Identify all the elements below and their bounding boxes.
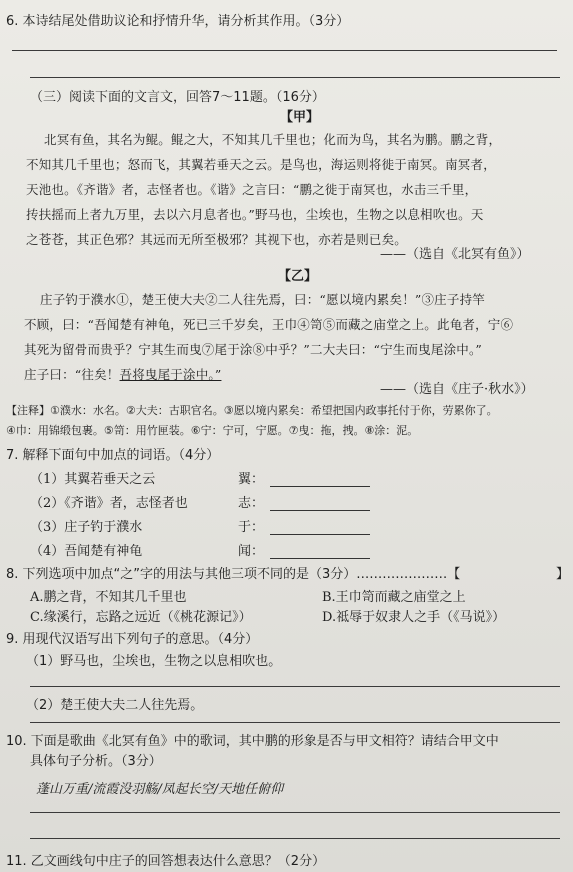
q7-word: 闻： xyxy=(238,544,265,559)
question-11: 11. 乙文画线句中庄子的回答想表达什么意思？（2分） xyxy=(6,854,326,869)
passage-yi-source: ——（选自《庄子·秋水》） xyxy=(380,382,534,397)
passage-jia-line: 不知其几千里也；怒而飞，其翼若垂天之云。是鸟也，海运则将徙于南冥。南冥者， xyxy=(26,157,496,172)
passage-jia-line: 之苍苍，其正色邪？其远而无所至极邪？其视下也，亦若是则已矣。 xyxy=(26,232,408,247)
question-7: 7. 解释下面句中加点的词语。（4分） xyxy=(6,448,220,463)
answer-line xyxy=(30,77,560,78)
q7-answer xyxy=(238,492,370,511)
q7-blank[interactable] xyxy=(270,546,370,559)
q7-answer xyxy=(238,516,370,535)
passage-jia-line: 天池也。《齐谐》者，志怪者也。《谐》之言曰：“鹏之徙于南冥也，水击三千里， xyxy=(26,182,478,197)
passage-yi-line: 庄子钓于濮水①，楚王使大夫②二人往先焉，曰：“愿以境内累矣！”③庄子持竿 xyxy=(40,292,485,307)
answer-line xyxy=(30,838,560,839)
notes-line: ④巾：用锦缎包裹。⑤笥：用竹匣装。⑥宁：宁可，宁愿。⑦曳：拖，拽。⑧涂：泥。 xyxy=(6,424,419,437)
notes-line: 【注释】①濮水：水名。②大夫：古职官名。③愿以境内累矣：希望把国内政事托付于你，劳累你了。 xyxy=(6,404,498,417)
q7-blank[interactable] xyxy=(270,522,370,535)
underlined-sentence: 吾将曳尾于涂中。” xyxy=(119,367,222,382)
answer-line xyxy=(12,50,557,51)
q7-word: 志： xyxy=(238,496,265,511)
q7-item: （3）庄子钓于濮水 xyxy=(30,520,143,535)
answer-line xyxy=(30,722,560,723)
q9-sentence-1: （1）野马也，尘埃也，生物之以息相吹也。 xyxy=(26,654,282,669)
q8-bracket-close: 】 xyxy=(556,567,570,582)
passage-yi-heading: 【乙】 xyxy=(278,269,318,284)
passage-jia-heading: 【甲】 xyxy=(280,110,320,125)
q7-blank[interactable] xyxy=(270,498,370,511)
passage-yi-line xyxy=(24,365,221,383)
q8-option-a[interactable]: A.鹏之背，不知其几千里也 xyxy=(30,590,187,605)
q7-word: 于： xyxy=(238,520,265,535)
passage-yi-line-text: 庄子曰：“往矣！ xyxy=(24,367,120,382)
passage-jia-line: 北冥有鱼，其名为鲲。鲲之大，不知其几千里也；化而为鸟，其名为鹏。鹏之背， xyxy=(44,132,502,147)
passage-yi-line: 不顾，曰：“吾闻楚有神龟，死已三千岁矣，王巾④笥⑤而藏之庙堂之上。此龟者，宁⑥ xyxy=(24,317,514,332)
q7-item: （2）《齐谐》者，志怪者也 xyxy=(30,496,188,511)
passage-yi-line: 其死为留骨而贵乎？宁其生而曳⑦尾于涂⑧中乎？”二大夫曰：“宁生而曳尾涂中。” xyxy=(24,342,483,357)
q7-item: （1）其翼若垂天之云 xyxy=(30,472,156,487)
question-6: 6. 本诗结尾处借助议论和抒情升华，请分析其作用。（3分） xyxy=(6,14,350,29)
q8-option-c[interactable]: C.缘溪行，忘路之远近（《桃花源记》） xyxy=(30,610,252,625)
passage-jia-source: ——（选自《北冥有鱼》） xyxy=(380,247,530,262)
question-8: 8. 下列选项中加点“之”字的用法与其他三项不同的是（3分）…………………【 xyxy=(6,567,461,582)
question-10-cont: 具体句子分析。（3分） xyxy=(30,754,162,769)
q7-blank[interactable] xyxy=(270,474,370,487)
q8-option-d[interactable]: D.祗辱于奴隶人之手（《马说》） xyxy=(322,610,506,625)
q7-item: （4）吾闻楚有神龟 xyxy=(30,544,143,559)
q7-answer xyxy=(238,540,370,559)
q9-sentence-2: （2）楚王使大夫二人往先焉。 xyxy=(26,698,204,713)
answer-line xyxy=(30,686,560,687)
question-9: 9. 用现代汉语写出下列句子的意思。（4分） xyxy=(6,632,259,647)
answer-line xyxy=(30,812,560,813)
passage-jia-line: 抟扶摇而上者九万里，去以六月息者也。”野马也，尘埃也，生物之以息相吹也。天 xyxy=(26,207,484,222)
section-title: （三）阅读下面的文言文，回答7～11题。（16分） xyxy=(30,90,325,105)
q10-lyrics: 蓬山万重/流霞没羽觞/凤起长空/天地任俯仰 xyxy=(36,782,284,797)
question-10: 10. 下面是歌曲《北冥有鱼》中的歌词，其中鹏的形象是否与甲文相符？请结合甲文中 xyxy=(6,734,499,749)
q7-answer xyxy=(238,468,370,487)
q8-option-b[interactable]: B.王巾笥而藏之庙堂之上 xyxy=(322,590,466,605)
q7-word: 翼： xyxy=(238,472,265,487)
